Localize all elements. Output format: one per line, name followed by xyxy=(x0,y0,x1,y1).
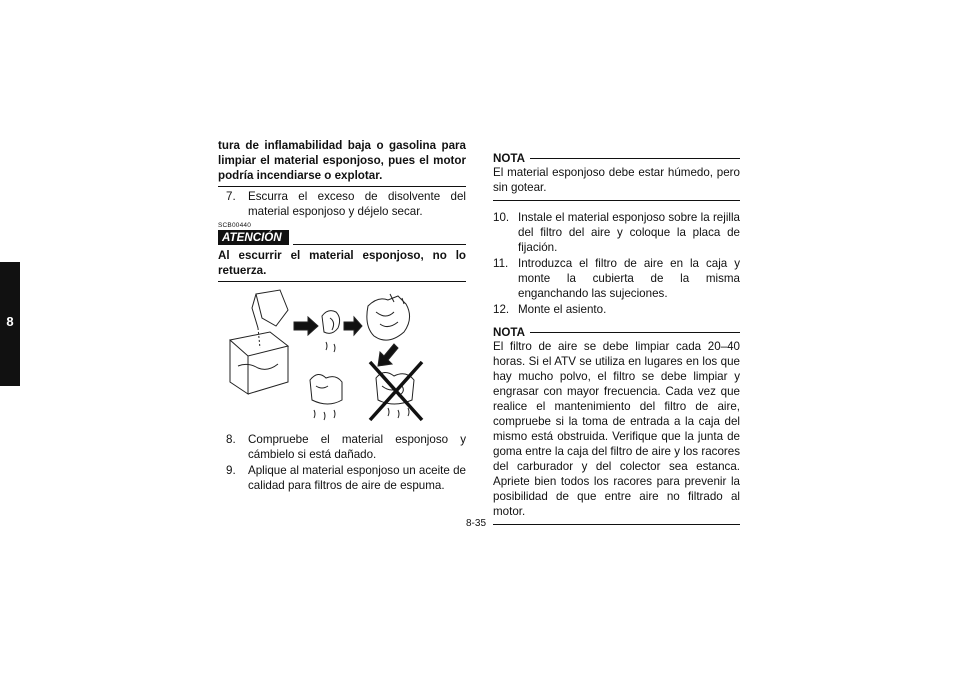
nota-label: NOTA xyxy=(493,326,525,339)
step-text: Instale el material esponjoso sobre la rejilla del filtro del aire y coloque la placa de fijación. xyxy=(518,211,740,254)
step-8 xyxy=(218,432,466,462)
step-7 xyxy=(218,189,466,219)
step-number: 11. xyxy=(493,257,509,270)
step-number: 10. xyxy=(493,211,510,224)
page-number: 8-35 xyxy=(466,518,487,529)
step-text: Introduzca el filtro de aire en la caja y monte la cubierta de la misma enganchando las sujeciones. xyxy=(518,257,740,300)
right-column xyxy=(493,152,740,525)
nota-label: NOTA xyxy=(493,152,525,165)
nota-header-rule xyxy=(530,158,740,159)
caution-header xyxy=(218,230,466,245)
nota-header-rule xyxy=(530,332,740,333)
warning-continuation: tura de inflamabilidad baja o gasolina para limpiar el material esponjoso, pues el motor podría incendiarse o explotar. xyxy=(218,139,466,182)
step-number: 7. xyxy=(226,190,236,203)
chapter-tab xyxy=(0,262,20,386)
step-number: 12. xyxy=(493,303,510,316)
step-number: 8. xyxy=(226,433,236,446)
nota-2-header xyxy=(493,326,740,339)
caution-header-rule xyxy=(293,244,466,245)
nota-2-text: El filtro de aire se debe limpiar cada 20–40 horas. Si el ATV se utiliza en lugares en los que hay mucho polvo, el filtro se debe limpiar y engrasar con mayor frecuencia. Cada vez que realice el mantenimiento del filtro de aire, compruebe si la toma de entrada a la caja del mismo está obstruida. Verifique que la junta de goma entre la caja del filtro de aire y los racores del carburador y del colector sea estanca. Apriete bien todos los racores para prevenir la posibilidad de que entre aire no filtrado al motor. xyxy=(493,340,740,518)
step-text: Aplique al material esponjoso un aceite de calidad para filtros de aire de espuma. xyxy=(248,464,466,492)
step-text: Escurra el exceso de disolvente del material esponjoso y déjelo secar. xyxy=(248,190,466,218)
caution-text: Al escurrir el material esponjoso, no lo retuerza. xyxy=(218,249,466,277)
caution-code: SCB00440 xyxy=(218,222,252,229)
nota-2-end-rule xyxy=(493,524,740,525)
oil-squeeze-illustration xyxy=(218,282,466,432)
illustration-svg xyxy=(218,282,466,432)
nota-1-text: El material esponjoso debe estar húmedo, pero sin gotear. xyxy=(493,166,740,194)
chapter-tab-label: 8 xyxy=(6,314,14,329)
step-number: 9. xyxy=(226,464,236,477)
step-text: Compruebe el material esponjoso y cámbielo si está dañado. xyxy=(248,433,466,461)
nota-1-header xyxy=(493,152,740,165)
left-column xyxy=(218,138,466,493)
step-10 xyxy=(493,210,740,255)
warning-end-rule xyxy=(218,186,466,187)
step-12 xyxy=(493,302,740,317)
step-11 xyxy=(493,256,740,301)
step-text: Monte el asiento. xyxy=(518,303,607,316)
step-9 xyxy=(218,463,466,493)
caution-label: ATENCIÓN xyxy=(218,230,289,245)
nota-1-end-rule xyxy=(493,200,740,201)
